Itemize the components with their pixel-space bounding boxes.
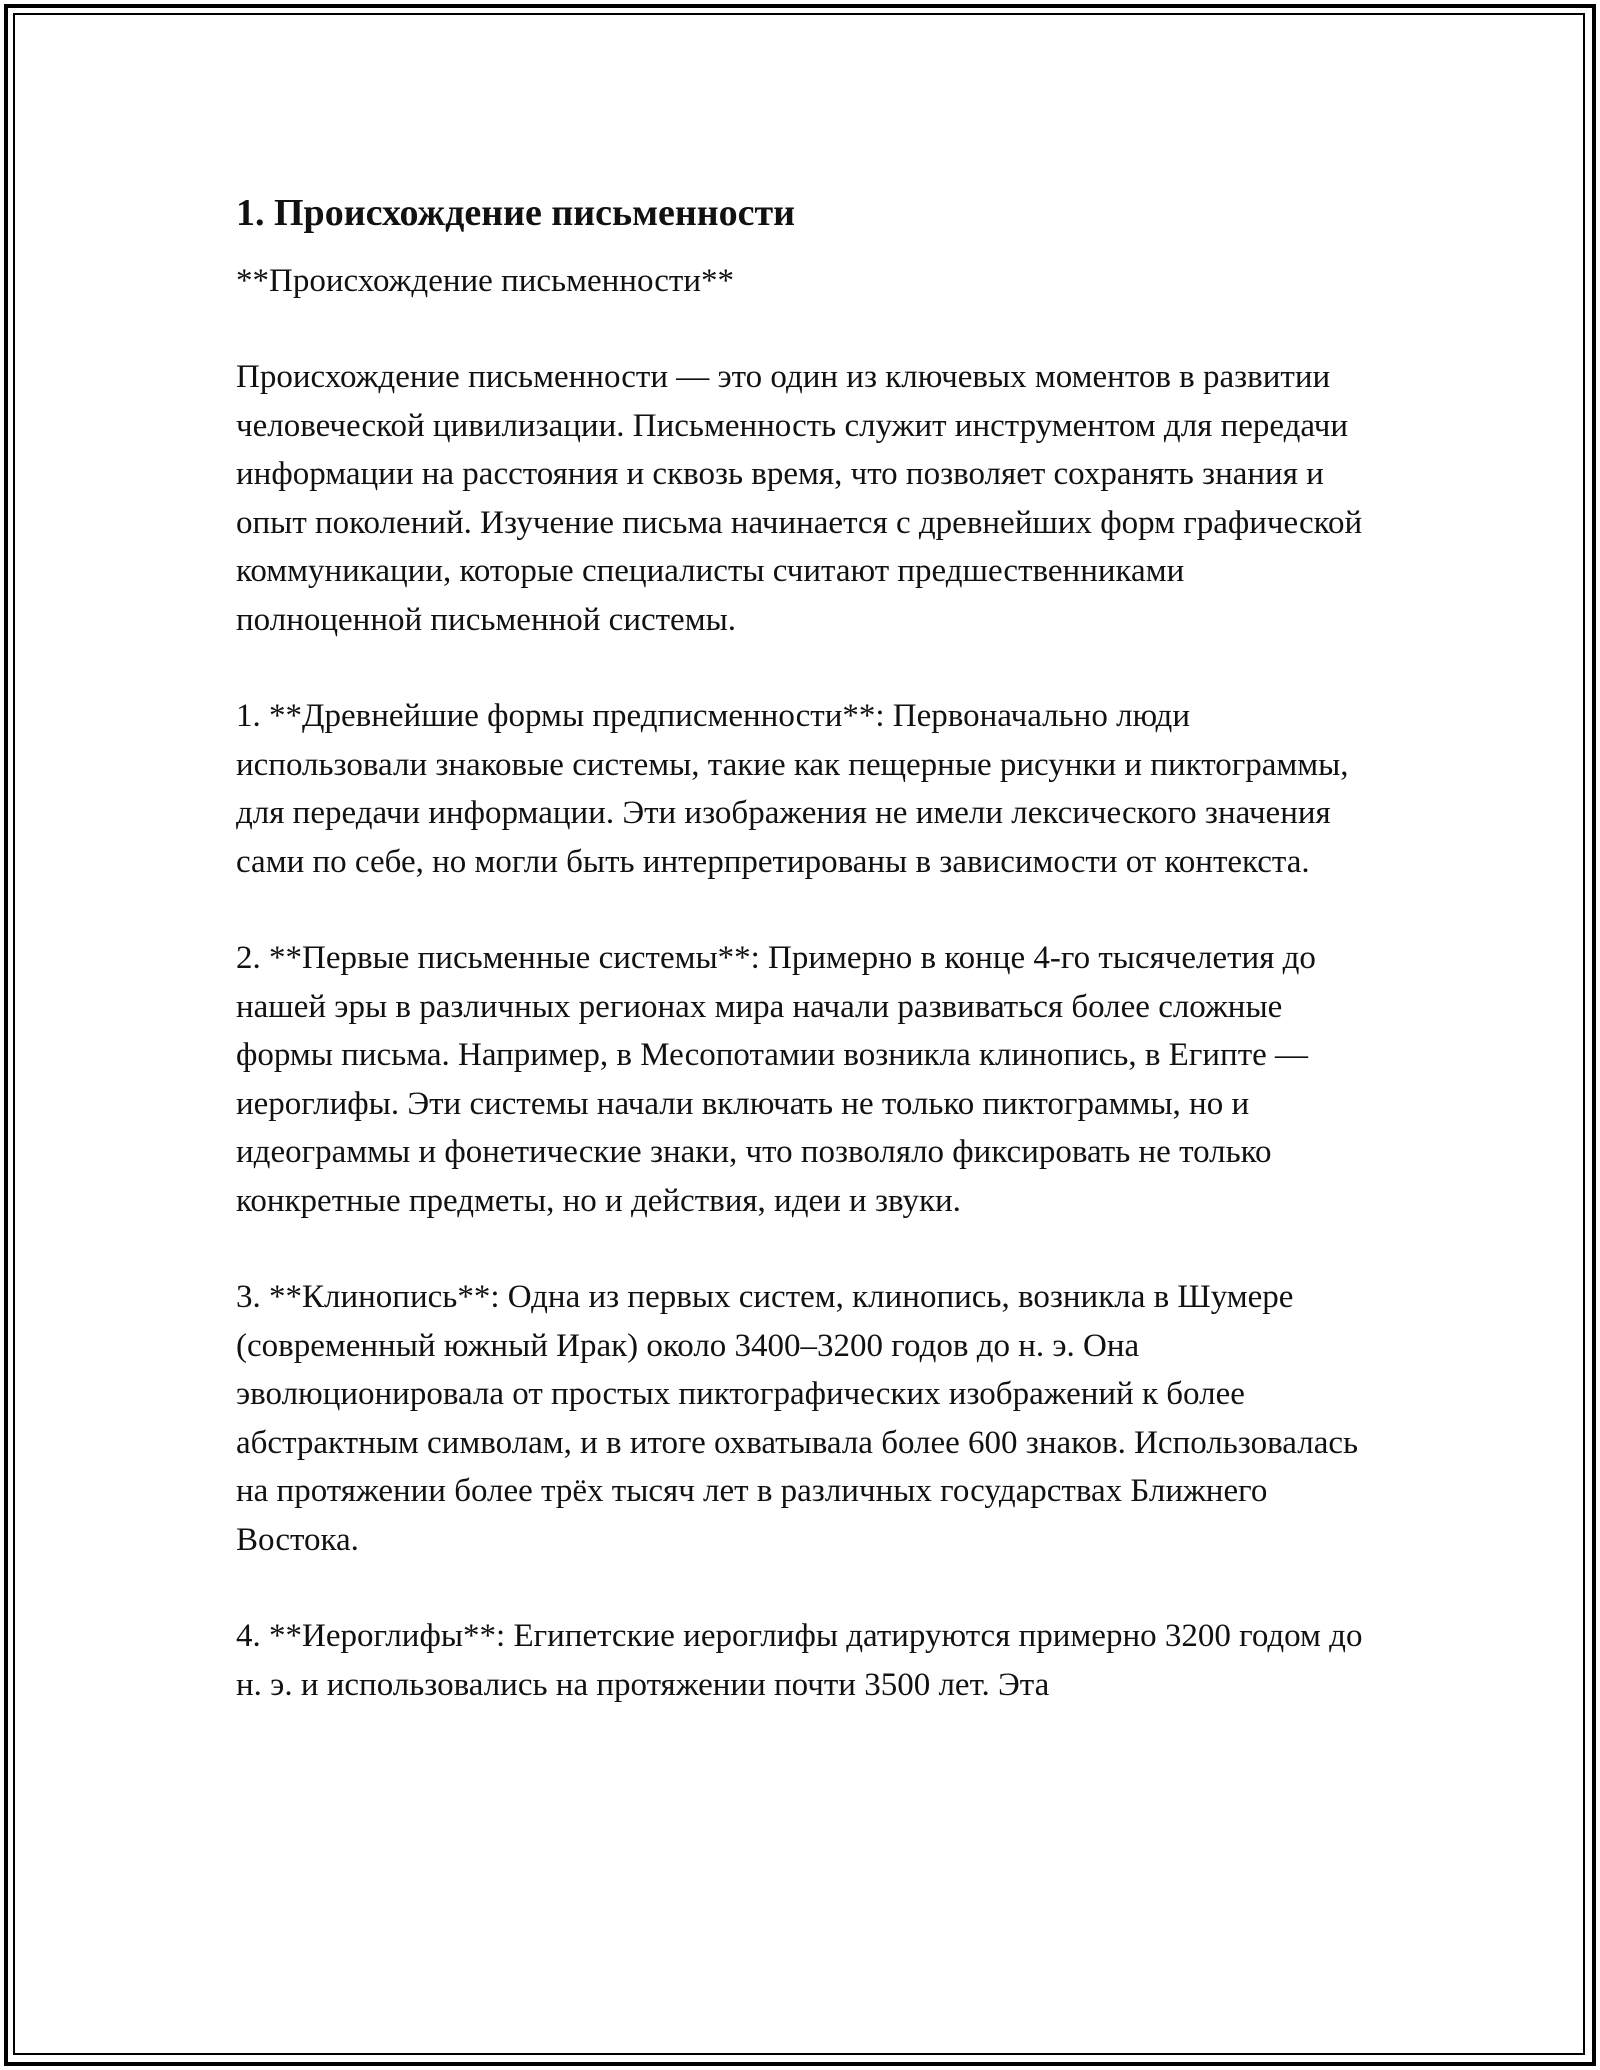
document-body [236, 185, 1376, 1709]
section-subtitle: **Происхождение письменности** [236, 263, 734, 299]
paragraph-item-4: 4. **Иероглифы**: Египетские иероглифы датируются примерно 3200 годом до н. э. и использовались на протяжении почти 3500 лет. Эта [236, 1618, 1363, 1703]
paragraph-item-1: 1. **Древнейшие формы предписменности**: Первоначально люди использовали знаковые системы, такие как пещерные рисунки и пиктограммы, для передачи информации. Эти изображения не имели лексического значения сами по себе, но могли быть интерпретированы в зависимости от контекста. [236, 698, 1349, 880]
paragraph-intro: Происхождение письменности — это один из ключевых моментов в развитии человеческой цивилизации. Письменность служит инструментом для передачи информации на расстояния и сквозь время, что позволяет сохранять знания и опыт поколений. Изучение письма начинается с древнейших форм графической коммуникации, которые специалисты считают предшественниками полноценной письменной системы. [236, 359, 1363, 638]
section-heading: 1. Происхождение письменности [236, 192, 796, 234]
paragraph-item-3: 3. **Клинопись**: Одна из первых систем, клинопись, возникла в Шумере (современный южный Ирак) около 3400–3200 годов до н. э. Она эволюционировала от простых пиктографических изображений к более абстрактным символам, и в итоге охватывала более 600 знаков. Использовалась на протяжении более трёх тысяч лет в различных государствах Ближнего Востока. [236, 1279, 1359, 1558]
paragraph-item-2: 2. **Первые письменные системы**: Примерно в конце 4-го тысячелетия до нашей эры в различных регионах мира начали развиваться более сложные формы письма. Например, в Месопотамии возникла клинопись, в Египте — иероглифы. Эти системы начали включать не только пиктограммы, но и идеограммы и фонетические знаки, что позволяло фиксировать не только конкретные предметы, но и действия, идеи и звуки. [236, 940, 1316, 1219]
